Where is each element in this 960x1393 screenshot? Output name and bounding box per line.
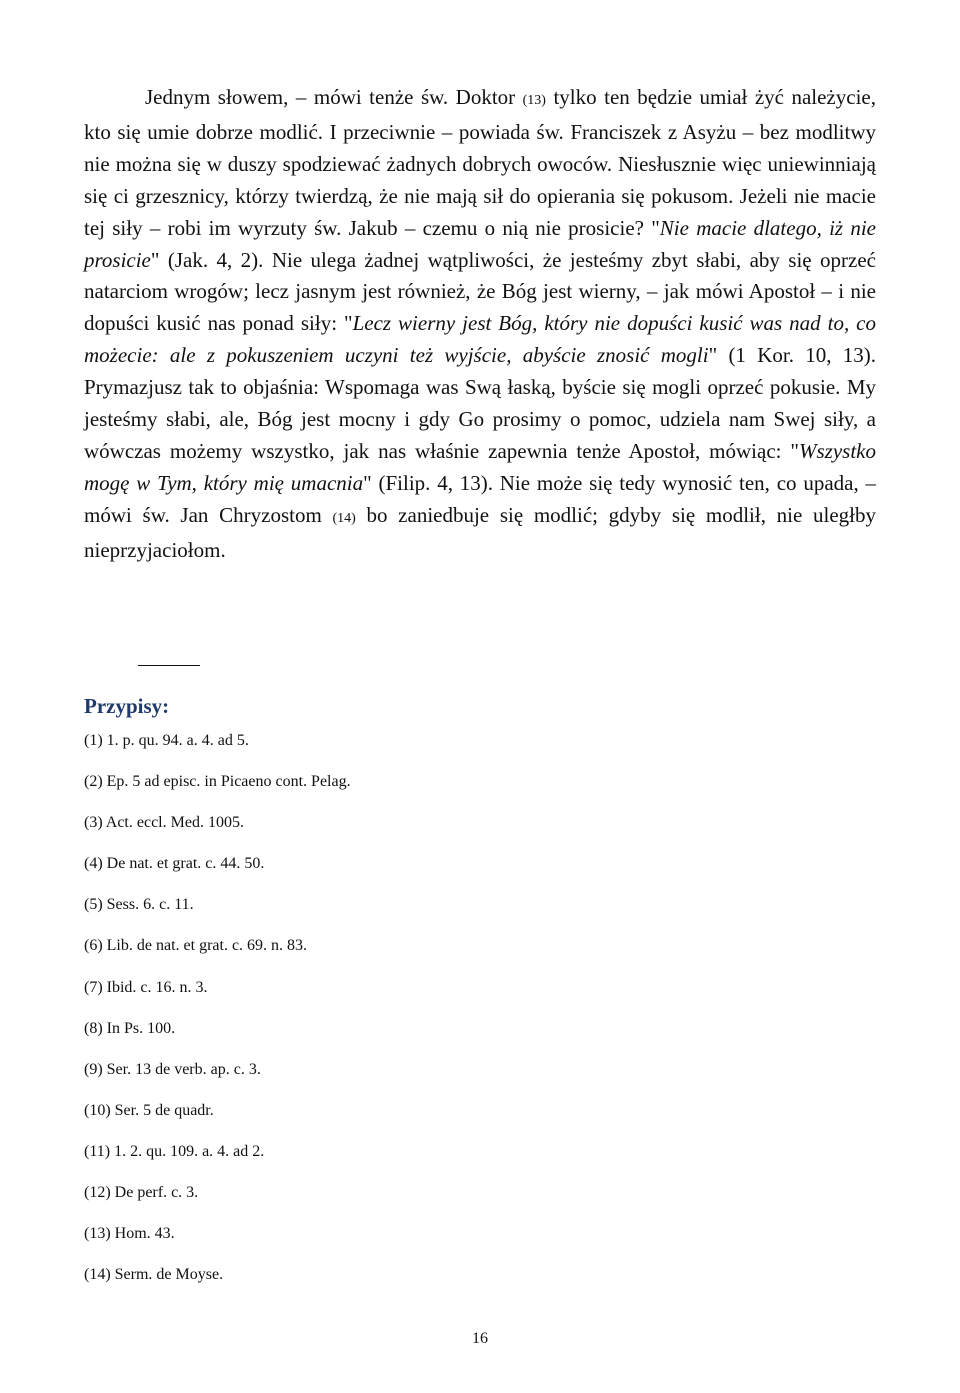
footnote-item: (12) De perf. c. 3. [84,1184,199,1202]
body-text-segment: " (Jak. 4, 2). Nie ulega żadnej wątpliwości, że jesteśmy zbyt słabi, aby się oprzeć natarciom wrogów; lecz jasnym jest również, że Bóg jest wierny, – jak mówi Apostoł – i nie dopuści kusić nas ponad siły: " [84,247,876,336]
footnote-item: (5) Sess. 6. c. 11. [84,896,194,914]
footnote-item: (13) Hom. 43. [84,1225,175,1243]
footnotes-list [84,728,351,1303]
footnote-item: (11) 1. 2. qu. 109. a. 4. ad 2. [84,1142,265,1160]
quotation-text: Wszystko mogę w Tym, który mię umacnia [84,438,876,495]
body-text-segment: tylko ten będzie umiał żyć należycie, kto się umie dobrze modlić. I przeciwnie – powiada św. Franciszek z Asyżu – bez modlitwy nie można się w duszy spodziewać żadnych dobrych owoców. Niesłusznie więc uniewinniają się ci grzesznicy, którzy twierdzą, że nie mają sił do opierania się pokusom. Jeżeli nie macie tej siły – robi im wyrzuty św. Jakub – czemu o nią nie prosicie? " [84,85,876,240]
footnote-item: (8) In Ps. 100. [84,1019,176,1037]
body-text-segment: Jednym słowem, – mówi tenże św. Doktor [145,85,523,109]
footnote-item: (6) Lib. de nat. et grat. c. 69. n. 83. [84,937,308,955]
footnote-reference: (14) [332,510,356,526]
body-text-segment: " (1 Kor. 10, 13). Prymazjusz tak to objaśnia: Wspomaga was Swą łaską, byście się mogli oprzeć pokusie. My jesteśmy słabi, ale, Bóg jest mocny i gdy Go prosimy o pomoc, udziela nam Swej siły, a wówczas możemy wszystko, jak nas właśnie zapewnia tenże Apostoł, mówiąc: " [84,343,877,463]
footnote-item: (4) De nat. et grat. c. 44. 50. [84,855,265,873]
footnote-item: (2) Ep. 5 ad episc. in Picaeno cont. Pelag. [84,773,351,791]
quotation-text: Lecz wierny jest Bóg, który nie dopuści kusić was nad to, co możecie: ale z pokuszeniem uczyni też wyjście, abyście znosić mogli [84,311,876,368]
quotation-text: Nie macie dlatego, iż nie prosicie [84,215,876,272]
body-text-segment: " (Filip. 4, 13). Nie może się tedy wynosić ten, co upada, – mówi św. Jan Chryzostom [84,470,876,527]
footnote-item: (3) Act. eccl. Med. 1005. [84,814,244,832]
footnote-item: (7) Ibid. c. 16. n. 3. [84,978,208,996]
footnote-item: (9) Ser. 13 de verb. ap. c. 3. [84,1060,261,1078]
body-paragraph [84,82,876,567]
footnote-separator [138,665,200,666]
footnote-item: (1) 1. p. qu. 94. a. 4. ad 5. [84,732,249,749]
footnotes-title: Przypisy: [84,694,170,718]
page-number: 16 [472,1330,488,1347]
footnote-item: (10) Ser. 5 de quadr. [84,1101,214,1119]
footnote-reference: (13) [522,93,546,108]
body-text-segment: bo zaniedbuje się modlić; gdyby się modlił, nie uległby nieprzyjaciołom. [84,502,876,562]
footnote-item: (14) Serm. de Moyse. [84,1266,224,1284]
